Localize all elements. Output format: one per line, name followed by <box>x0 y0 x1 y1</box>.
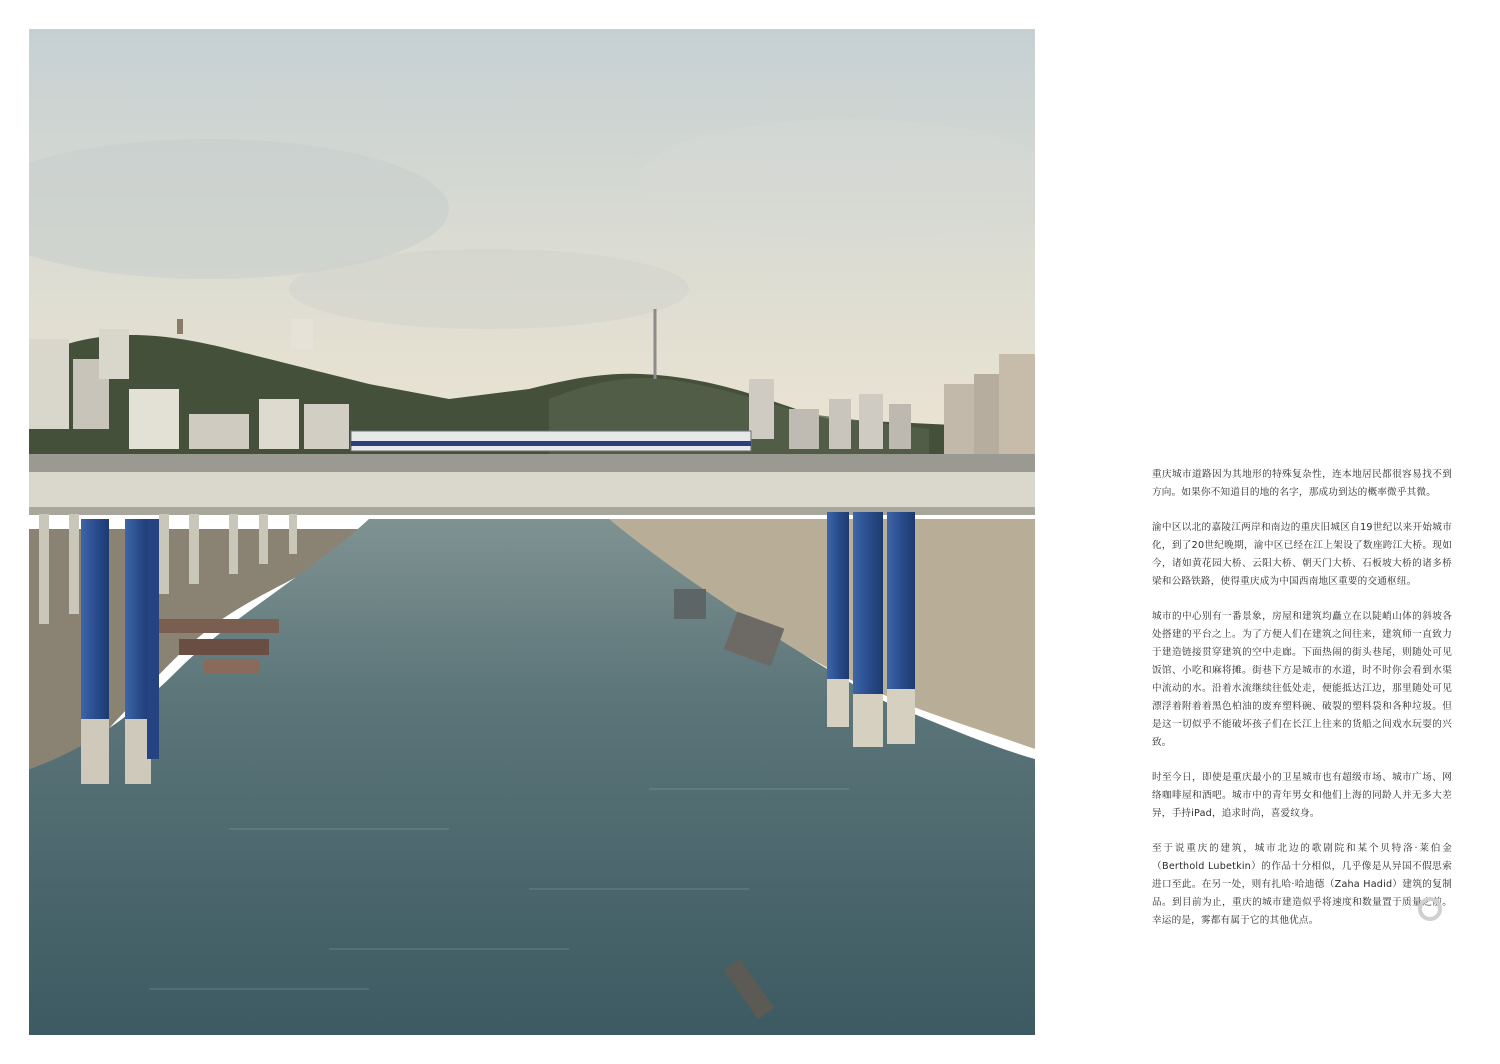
monorail-train <box>351 431 751 451</box>
bridge-deck-shadow <box>29 507 1035 515</box>
cloud <box>289 249 689 329</box>
article-paragraph: 重庆城市道路因为其地形的特殊复杂性，连本地居民都很容易找不到方向。如果你不知道目的地的名字，那成功到达的概率微乎其微。 <box>1152 469 1452 498</box>
article-paragraph: 城市的中心别有一番景象，房屋和建筑均矗立在以陡峭山体的斜坡各处搭建的平台之上。为了方便人们在建筑之间往来，建筑师一直致力于建造链接贯穿建筑的空中走廊。下面热闹的街头巷尾，则随处可见饭馆、小吃和麻将摊。街巷下方是城市的水道，时不时你会看到水渠中流动的水。沿着水流继续往低处走，便能抵达江边，那里随处可见漂浮着附着着黑色柏油的废弃塑料碗、破裂的塑料袋和各种垃圾。但是这一切似乎不能破坏孩子们在长江上往来的货船之间戏水玩耍的兴致。 <box>1152 611 1452 748</box>
bridge-river-illustration <box>29 29 1035 1035</box>
cityscape-photo <box>29 29 1035 1035</box>
end-of-article-icon <box>1418 897 1442 921</box>
article-paragraph: 渝中区以北的嘉陵江两岸和南边的重庆旧城区自19世纪以来开始城市化，到了20世纪晚期，渝中区已经在江上架设了数座跨江大桥。现如今，诸如黄花园大桥、云阳大桥、朝天门大桥、石板坡大桥的诸多桥梁和公路铁路，使得重庆成为中国西南地区重要的交通枢纽。 <box>1152 522 1452 587</box>
road-traffic <box>29 454 1035 472</box>
article-paragraph: 时至今日，即使是重庆最小的卫星城市也有超级市场、城市广场、网络咖啡屋和酒吧。城市中的青年男女和他们上海的同龄人并无多大差异，手持iPad，追求时尚，喜爱纹身。 <box>1152 772 1452 819</box>
article-paragraph: 至于说重庆的建筑，城市北边的歌剧院和某个贝特洛·莱伯金（Berthold Lubetkin）的作品十分相似，几乎像是从异国不假思索进口至此。在另一处，则有扎哈·哈迪德（Zaha Hadid）建筑的复制品。到目前为止，重庆的城市建造似乎将速度和数量置于质量之前。幸运的是，雾都有属于它的其他优点。 <box>1152 843 1452 926</box>
bridge-piers-right <box>827 512 915 747</box>
article-text <box>1152 466 1452 947</box>
